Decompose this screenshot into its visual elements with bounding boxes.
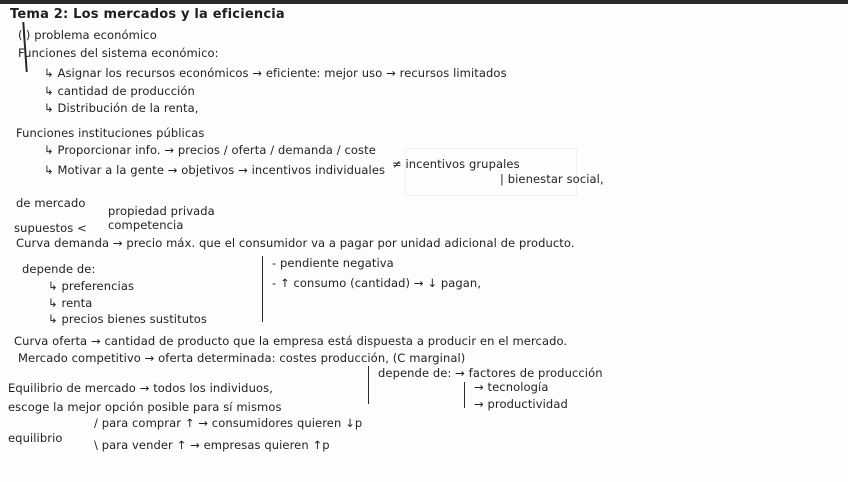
note-line: ↳ Proporcionar info. → precios / oferta / demanda / coste: [44, 143, 376, 157]
note-line: | bienestar social,: [500, 172, 604, 186]
note-line: - pendiente negativa: [272, 256, 394, 270]
notes-title: Tema 2: Los mercados y la eficiencia: [10, 7, 285, 22]
brace-line: [262, 256, 263, 322]
note-line: Equilibrio de mercado → todos los individuos,: [8, 381, 273, 395]
note-line: depende de:: [22, 262, 96, 276]
note-line: depende de: → factores de producción: [378, 366, 603, 380]
note-line: Mercado competitivo → oferta determinada: costes producción, (C marginal): [18, 351, 466, 365]
note-line: - ↑ consumo (cantidad) → ↓ pagan,: [272, 276, 482, 290]
note-line: ↳ Asignar los recursos económicos → eficiente: mejor uso → recursos limitados: [44, 66, 507, 80]
note-line: (i) problema económico: [18, 28, 157, 42]
note-line: de mercado: [16, 196, 86, 210]
note-line: Curva demanda → precio máx. que el consumidor va a pagar por unidad adicional de producto.: [16, 236, 575, 250]
brace-line: [464, 382, 465, 408]
note-line: ↳ Motivar a la gente → objetivos → incentivos individuales: [44, 163, 386, 177]
note-line: / para comprar ↑ → consumidores quieren ↓p: [94, 416, 363, 430]
page-top-edge: [0, 0, 848, 4]
note-line: propiedad privada: [108, 204, 215, 218]
brace-line: [368, 366, 369, 404]
note-line: supuestos <: [14, 221, 87, 235]
note-line: equilibrio: [8, 431, 63, 445]
note-line: ↳ renta: [48, 296, 93, 310]
note-line: ↳ preferencias: [48, 279, 135, 293]
note-line: → productividad: [474, 397, 568, 411]
note-line: ↳ cantidad de producción: [44, 84, 195, 98]
note-line: Funciones instituciones públicas: [16, 126, 205, 140]
note-line: ≠ incentivos grupales: [392, 157, 520, 171]
note-line: competencia: [108, 218, 184, 232]
note-line: escoge la mejor opción posible para sí mismos: [8, 400, 282, 414]
note-line: ↳ Distribución de la renta,: [44, 101, 199, 115]
note-line: Funciones del sistema económico:: [18, 46, 219, 60]
note-line: → tecnología: [474, 380, 549, 394]
note-line: Curva oferta → cantidad de producto que la empresa está dispuesta a producir en el mercado.: [14, 334, 568, 348]
note-line: \ para vender ↑ → empresas quieren ↑p: [94, 438, 330, 452]
note-line: ↳ precios bienes sustitutos: [48, 312, 207, 326]
